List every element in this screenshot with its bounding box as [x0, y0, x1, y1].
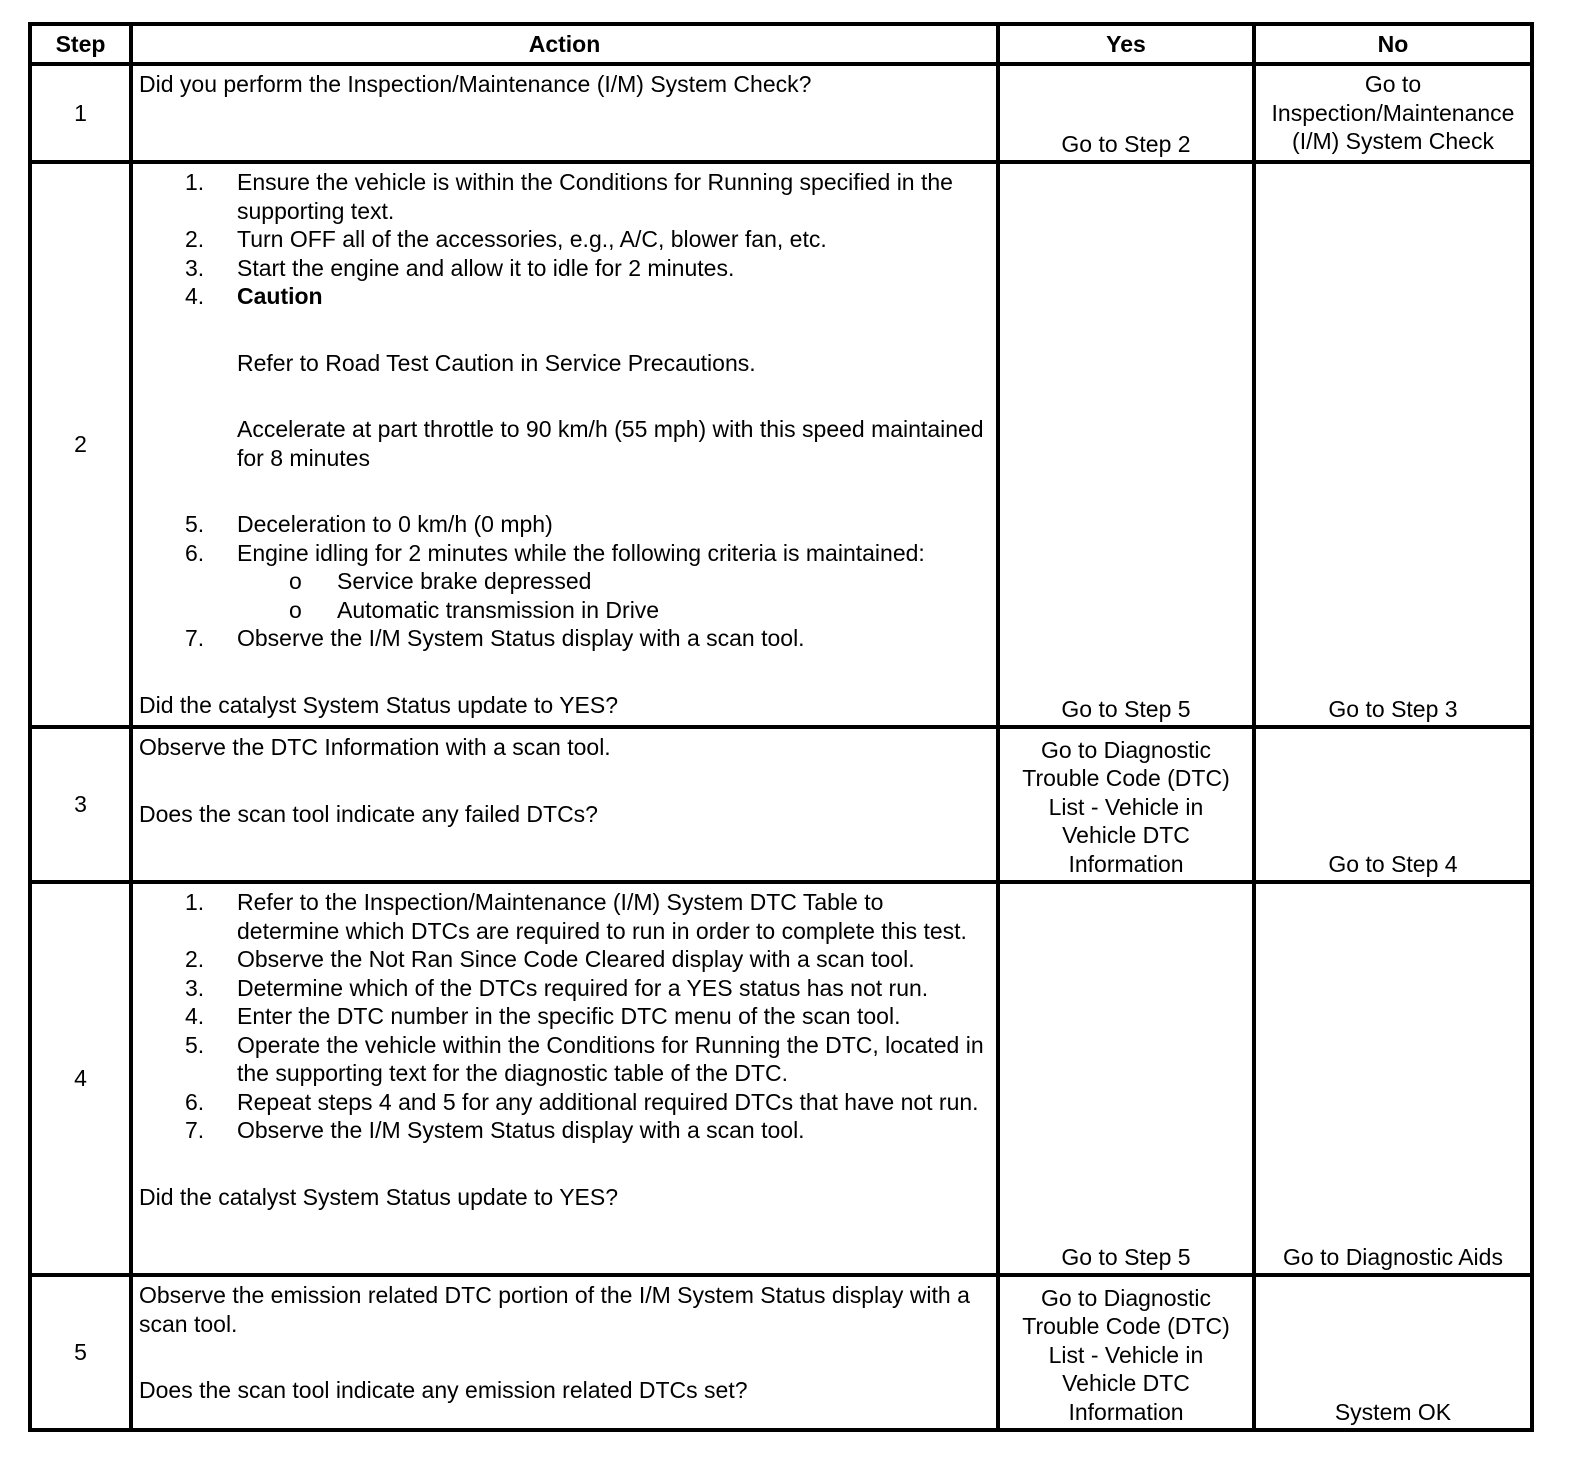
list-item	[139, 539, 990, 625]
list-item	[139, 225, 990, 254]
item-number: 6.	[185, 539, 205, 566]
procedure-list	[139, 888, 990, 1145]
item-number: 1.	[185, 889, 205, 915]
action-cell	[131, 882, 998, 1275]
action-text: Observe the emission related DTC portion of the I/M System Status display with a scan tool.	[139, 1282, 970, 1337]
header-step: Step	[30, 24, 131, 64]
list-item	[139, 567, 990, 596]
list-item	[139, 888, 990, 945]
item-text: Refer to the Inspection/Maintenance (I/M) System DTC Table to determine which DTCs are required to run in order to complete this test.	[237, 889, 967, 944]
list-item	[139, 282, 990, 311]
item-text: Observe the I/M System Status display with a scan tool.	[237, 625, 805, 651]
yes-cell: Go to Diagnostic Trouble Code (DTC) List - Vehicle in Vehicle DTC Information	[998, 727, 1254, 882]
item-number: 2.	[185, 946, 205, 972]
procedure-list	[139, 168, 990, 311]
item-number: 3.	[185, 254, 205, 281]
item-number: 7.	[185, 625, 205, 651]
action-cell	[131, 727, 998, 882]
item-text: Determine which of the DTCs required for a YES status has not run.	[237, 974, 929, 1001]
item-number: 6.	[185, 1088, 205, 1115]
caution-label: Caution	[237, 283, 323, 309]
item-text: Service brake depressed	[337, 568, 592, 594]
list-item	[139, 945, 990, 974]
item-text: Operate the vehicle within the Conditions for Running the DTC, located in the supporting text for the diagnostic table of the DTC.	[237, 1031, 984, 1086]
item-number: 2.	[185, 226, 205, 252]
no-cell: Go to Step 4	[1254, 727, 1532, 882]
item-number: 7.	[185, 1117, 205, 1143]
item-number: 4.	[185, 1003, 205, 1029]
list-item	[139, 596, 990, 625]
header-action: Action	[131, 24, 998, 64]
list-item	[139, 168, 990, 225]
yes-cell: Go to Diagnostic Trouble Code (DTC) List - Vehicle in Vehicle DTC Information	[998, 1275, 1254, 1430]
table-row	[30, 64, 1532, 162]
item-text: Deceleration to 0 km/h (0 mph)	[237, 511, 553, 537]
no-cell: Go to Step 3	[1254, 162, 1532, 727]
no-cell: Go to Diagnostic Aids	[1254, 882, 1532, 1275]
action-cell	[131, 162, 998, 727]
step-number: 4	[30, 882, 131, 1275]
list-item	[139, 1116, 990, 1145]
criteria-list	[139, 567, 990, 624]
item-number: 3.	[185, 974, 205, 1001]
header-row	[30, 24, 1532, 64]
item-number: 4.	[185, 283, 205, 309]
list-item	[139, 974, 990, 1003]
header-yes: Yes	[998, 24, 1254, 64]
step-number: 1	[30, 64, 131, 162]
table-row	[30, 162, 1532, 727]
yes-cell: Go to Step 5	[998, 162, 1254, 727]
item-text: Automatic transmission in Drive	[337, 596, 660, 623]
diagnostic-table	[28, 22, 1534, 1432]
procedure-list	[139, 510, 990, 653]
list-item	[139, 1002, 990, 1031]
yes-cell: Go to Step 5	[998, 882, 1254, 1275]
action-cell	[131, 64, 998, 162]
item-text: Enter the DTC number in the specific DTC menu of the scan tool.	[237, 1003, 901, 1029]
item-text: Ensure the vehicle is within the Conditions for Running specified in the supporting text.	[237, 169, 953, 224]
question: Did you perform the Inspection/Maintenance (I/M) System Check?	[139, 71, 812, 97]
list-item	[139, 254, 990, 283]
question: Does the scan tool indicate any failed DTCs?	[139, 800, 598, 827]
question: Did the catalyst System Status update to YES?	[139, 1183, 619, 1210]
item-text: Observe the Not Ran Since Code Cleared display with a scan tool.	[237, 946, 915, 972]
list-item	[139, 624, 990, 653]
question: Did the catalyst System Status update to YES?	[139, 691, 619, 718]
action-text: Observe the DTC Information with a scan tool.	[139, 734, 611, 760]
table-row	[30, 882, 1532, 1275]
step-number: 2	[30, 162, 131, 727]
accelerate-note: Accelerate at part throttle to 90 km/h (55 mph) with this speed maintained for 8 minutes	[237, 416, 984, 471]
list-item	[139, 1031, 990, 1088]
bullet: o	[289, 596, 302, 623]
step-number: 3	[30, 727, 131, 882]
step-number: 5	[30, 1275, 131, 1430]
header-no: No	[1254, 24, 1532, 64]
caution-note: Refer to Road Test Caution in Service Precautions.	[237, 349, 756, 376]
item-number: 5.	[185, 511, 205, 537]
no-cell: Go to Inspection/Maintenance (I/M) System Check	[1254, 64, 1532, 162]
bullet: o	[289, 568, 302, 594]
no-cell: System OK	[1254, 1275, 1532, 1430]
item-text: Turn OFF all of the accessories, e.g., A/C, blower fan, etc.	[237, 226, 827, 252]
item-text: Repeat steps 4 and 5 for any additional required DTCs that have not run.	[237, 1088, 979, 1115]
list-item	[139, 510, 990, 539]
question: Does the scan tool indicate any emission related DTCs set?	[139, 1377, 748, 1403]
item-text: Observe the I/M System Status display with a scan tool.	[237, 1117, 805, 1143]
item-number: 5.	[185, 1031, 205, 1058]
item-text: Start the engine and allow it to idle for 2 minutes.	[237, 254, 735, 281]
item-text: Engine idling for 2 minutes while the following criteria is maintained:	[237, 539, 925, 566]
table-row	[30, 727, 1532, 882]
list-item	[139, 1088, 990, 1117]
item-number: 1.	[185, 169, 205, 195]
table-row	[30, 1275, 1532, 1430]
action-cell	[131, 1275, 998, 1430]
yes-cell: Go to Step 2	[998, 64, 1254, 162]
